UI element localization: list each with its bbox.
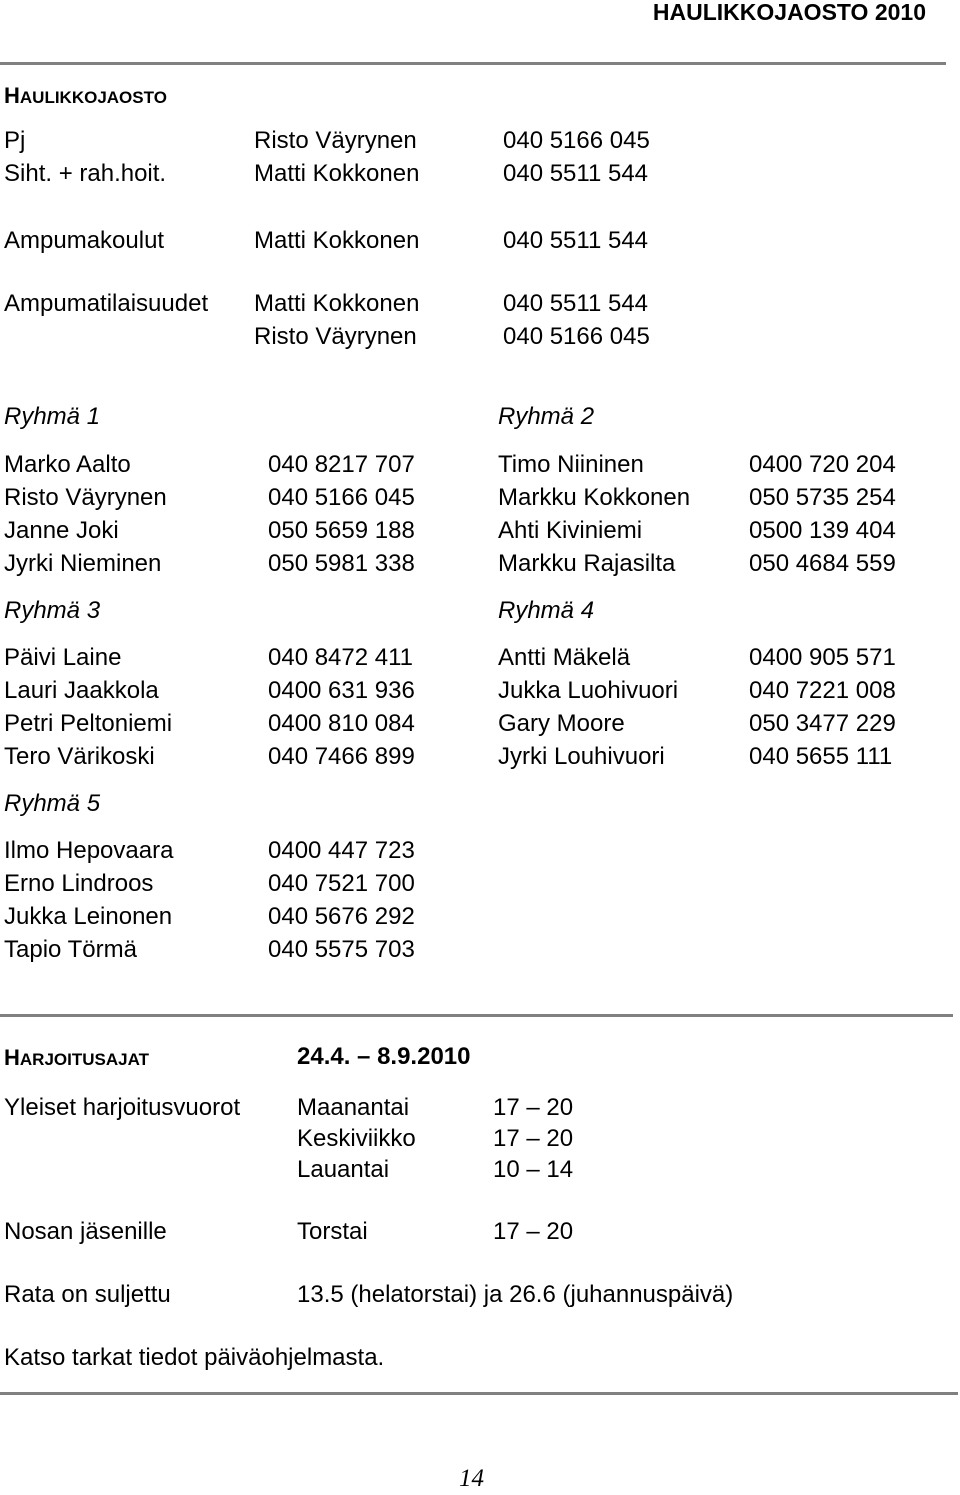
member-phone: 040 5655 111	[749, 743, 893, 770]
member-name: Markku Kokkonen	[498, 484, 691, 511]
page-number: 14	[459, 1465, 484, 1492]
training-day: Lauantai	[297, 1156, 390, 1183]
group-title: Ryhmä 5	[4, 790, 101, 817]
training-heading-rest: ARJOITUSAJAT	[19, 1050, 149, 1069]
youth-training-day: Torstai	[297, 1218, 368, 1245]
youth-training-label: Nosan jäsenille	[4, 1218, 167, 1245]
member-name: Risto Väyrynen	[4, 484, 167, 511]
member-phone: 0400 810 084	[268, 710, 415, 737]
member-name: Lauri Jaakkola	[4, 677, 159, 704]
contact-phone: 040 5511 544	[503, 160, 649, 187]
training-heading	[4, 1046, 149, 1070]
member-name: Gary Moore	[498, 710, 625, 737]
member-name: Antti Mäkelä	[498, 644, 631, 671]
member-phone: 040 8217 707	[268, 451, 415, 478]
member-name: Markku Rajasilta	[498, 550, 676, 577]
member-name: Janne Joki	[4, 517, 119, 544]
range-closed-label: Rata on suljettu	[4, 1281, 171, 1308]
contact-phone: 040 5166 045	[503, 323, 650, 350]
page-header-title: HAULIKKOJAOSTO 2010	[652, 0, 926, 25]
member-name: Ilmo Hepovaara	[4, 837, 174, 864]
member-name: Jyrki Nieminen	[4, 550, 162, 577]
member-name: Marko Aalto	[4, 451, 131, 478]
member-phone: 040 8472 411	[268, 644, 414, 671]
committee-heading	[4, 84, 167, 108]
group-title: Ryhmä 2	[498, 403, 595, 430]
training-time: 10 – 14	[493, 1156, 574, 1183]
contact-name: Matti Kokkonen	[254, 227, 420, 254]
member-phone: 040 5166 045	[268, 484, 415, 511]
range-closed-dates: 13.5 (helatorstai) ja 26.6 (juhannuspäivä)	[297, 1281, 734, 1308]
training-period: 24.4. – 8.9.2010	[297, 1043, 471, 1070]
group-title: Ryhmä 1	[4, 403, 101, 430]
member-phone: 050 5735 254	[749, 484, 896, 511]
committee-heading-initial: H	[4, 83, 20, 108]
member-name: Jukka Leinonen	[4, 903, 173, 930]
member-phone: 0400 631 936	[268, 677, 415, 704]
contact-phone: 040 5511 544	[503, 227, 649, 254]
member-phone: 050 3477 229	[749, 710, 896, 737]
contact-role: Ampumatilaisuudet	[4, 290, 209, 317]
member-phone: 050 5659 188	[268, 517, 415, 544]
member-name: Päivi Laine	[4, 644, 122, 671]
member-name: Tapio Törmä	[4, 936, 137, 963]
member-name: Jukka Luohivuori	[498, 677, 679, 704]
group-title: Ryhmä 4	[498, 597, 595, 624]
contact-name: Risto Väyrynen	[254, 323, 417, 350]
contact-name: Risto Väyrynen	[254, 127, 417, 154]
member-name: Petri Peltoniemi	[4, 710, 173, 737]
contact-role: Siht. + rah.hoit.	[4, 160, 167, 187]
contact-role: Ampumakoulut	[4, 227, 165, 254]
member-name: Timo Niininen	[498, 451, 644, 478]
member-phone: 050 5981 338	[268, 550, 415, 577]
member-phone: 040 7221 008	[749, 677, 896, 704]
training-time: 17 – 20	[493, 1094, 574, 1121]
training-heading-initial: H	[4, 1045, 20, 1070]
member-name: Ahti Kiviniemi	[498, 517, 643, 544]
member-name: Tero Värikoski	[4, 743, 155, 770]
committee-heading-rest: AULIKKOJAOSTO	[19, 88, 167, 107]
member-phone: 040 5575 703	[268, 936, 415, 963]
contact-name: Matti Kokkonen	[254, 290, 420, 317]
contact-role: Pj	[4, 127, 26, 154]
header-divider	[0, 62, 946, 65]
contact-phone: 040 5166 045	[503, 127, 650, 154]
training-day: Maanantai	[297, 1094, 410, 1121]
training-divider	[0, 1014, 953, 1017]
contact-phone: 040 5511 544	[503, 290, 649, 317]
member-phone: 040 7466 899	[268, 743, 415, 770]
group-title: Ryhmä 3	[4, 597, 101, 624]
member-phone: 050 4684 559	[749, 550, 896, 577]
training-time: 17 – 20	[493, 1125, 574, 1152]
youth-training-time: 17 – 20	[493, 1218, 574, 1245]
member-name: Jyrki Louhivuori	[498, 743, 665, 770]
member-phone: 0400 447 723	[268, 837, 415, 864]
schedule-note: Katso tarkat tiedot päiväohjelmasta.	[4, 1344, 385, 1371]
member-phone: 040 7521 700	[268, 870, 415, 897]
member-phone: 0400 720 204	[749, 451, 896, 478]
member-phone: 0500 139 404	[749, 517, 896, 544]
general-training-label: Yleiset harjoitusvuorot	[4, 1094, 241, 1121]
member-name: Erno Lindroos	[4, 870, 154, 897]
member-phone: 040 5676 292	[268, 903, 415, 930]
member-phone: 0400 905 571	[749, 644, 896, 671]
bottom-divider	[0, 1392, 958, 1395]
contact-name: Matti Kokkonen	[254, 160, 420, 187]
training-day: Keskiviikko	[297, 1125, 416, 1152]
